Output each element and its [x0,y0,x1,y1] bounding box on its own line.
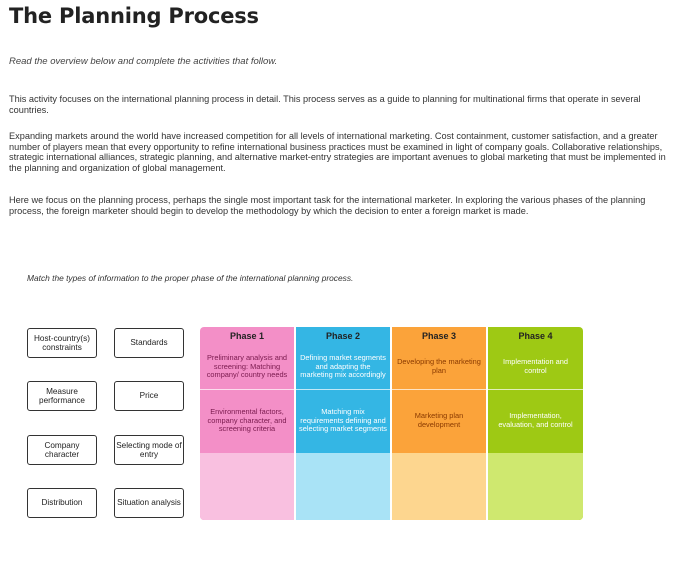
phase-description: Developing the marketing plan [397,357,481,375]
phase-detail: Environmental factors, company character, and screening criteria [200,389,294,452]
drop-zone-phase-3[interactable] [392,453,486,520]
phase-header: Phase 3 [421,331,457,341]
phase-header: Phase 1 [229,331,265,341]
page-title: The Planning Process [9,4,259,28]
phase-description: Preliminary analysis and screening: Matching company/ country needs [206,352,288,380]
instruction-text: Read the overview below and complete the activities that follow. [9,56,278,67]
drop-zone-phase-2[interactable] [296,453,390,520]
phase-column-2 [296,327,391,520]
overview-paragraph-1: This activity focuses on the international planning process in detail. This process serves as a guide to planning for multinational firms that operate in several countries. [9,94,641,115]
drag-tile-situation-analysis[interactable]: Situation analysis [114,488,184,518]
drag-tile-standards[interactable]: Standards [114,328,184,358]
phase-detail: Marketing plan development [392,389,486,452]
drag-tile-selecting-mode-of-entry[interactable]: Selecting mode of entry [114,435,184,465]
drop-zone-phase-1[interactable] [200,453,294,520]
phase-detail: Implementation, evaluation, and control [488,389,583,452]
phase-description: Implementation and control [503,357,568,375]
phase-table [200,327,583,520]
drag-tile-distribution[interactable]: Distribution [27,488,97,518]
drag-tile-price[interactable]: Price [114,381,184,411]
overview-paragraph-2: Expanding markets around the world have increased competition for all levels of international marketing. Cost containment, customer satisfaction, and a greater number of players mean that every opportunity to refine international business practices must be examined in light of company goals. Collaborative relationships, strategic international alliances, strategic planning, and alternative market-entry strategies are important avenues to global marketing that must be implemented in the planning and organization of global management. [9,131,666,173]
activity-prompt: Match the types of information to the proper phase of the international planning process. [27,273,354,283]
phase-header: Phase 4 [518,331,553,341]
phase-column-1 [200,327,295,520]
phase-column-4 [488,327,583,520]
drag-tile-host-country-constraints[interactable]: Host-country(s) constraints [27,328,97,358]
phase-column-3 [392,327,487,520]
phase-detail: Matching mix requirements defining and selecting market segments [296,389,390,452]
drag-tile-company-character[interactable]: Company character [27,435,97,465]
phase-description: Defining market segments and adapting the marketing mix accordingly [300,352,386,380]
drop-zone-phase-4[interactable] [488,453,583,520]
overview-paragraph-3: Here we focus on the planning process, perhaps the single most important task for the international marketer. In exploring the various phases of the planning process, the foreign marketer should begin to develop the methodology by which the decision to enter a foreign market is made. [9,195,646,216]
phase-header: Phase 2 [325,331,361,341]
drag-tile-measure-performance[interactable]: Measure performance [27,381,97,411]
